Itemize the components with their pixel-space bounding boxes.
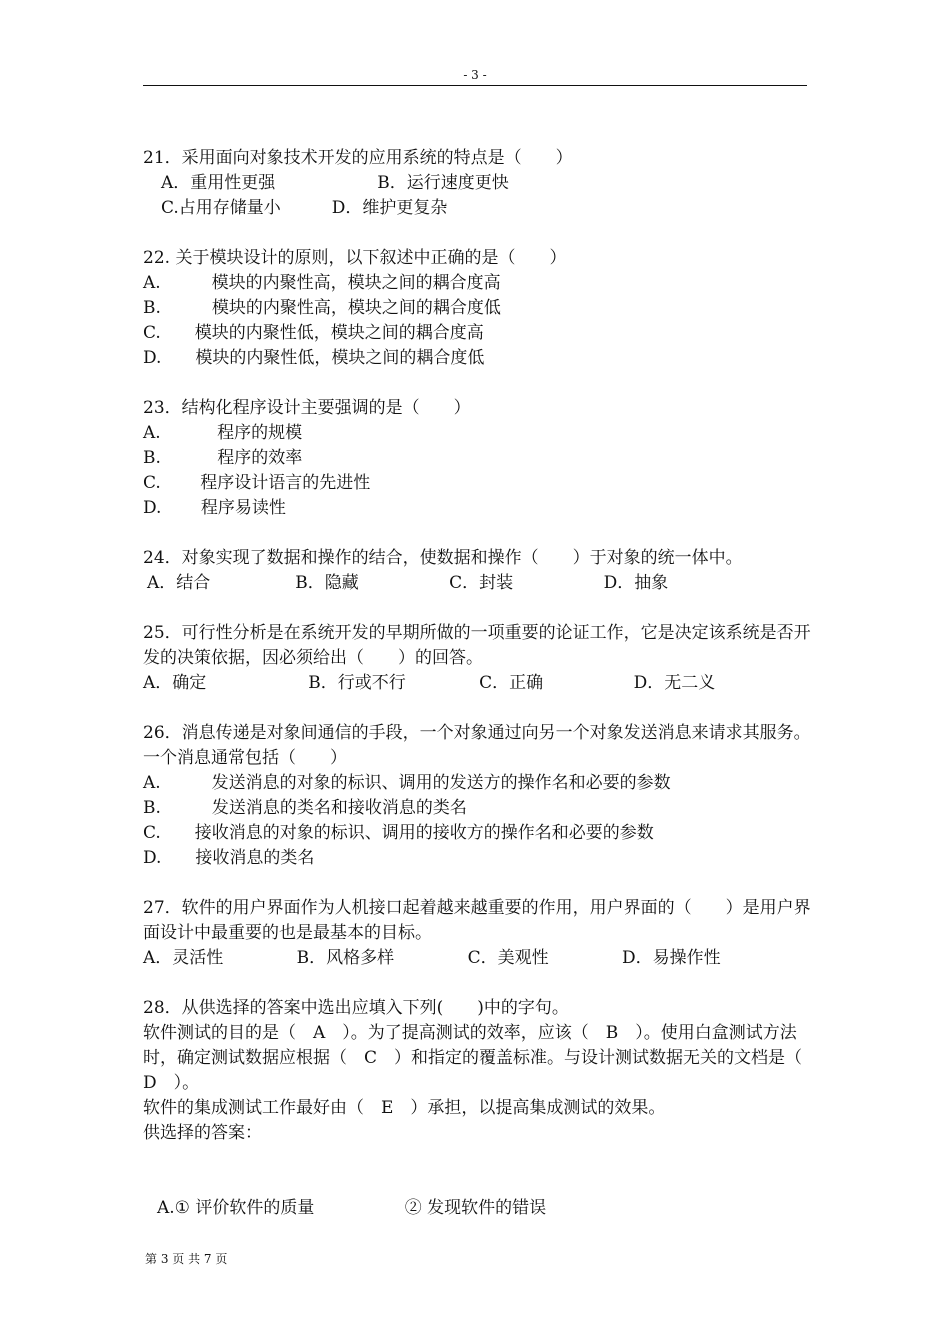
answer-heading: 供选择的答案： [143,1123,262,1143]
header-rule [143,85,807,86]
question-paragraph: 软件的集成测试工作最好由（ E ）承担，以提高集成测试的效果。 [143,1098,666,1118]
option-line: A．确定 B．行或不行 C．正确 D．无二义 [143,673,716,693]
question-23 [143,396,811,521]
option-d: D. 模块的内聚性低，模块之间的耦合度低 [143,348,485,368]
question-stem: 27．软件的用户界面作为人机接口起着越来越重要的作用，用户界面的（ ）是用户界面设计中最重要的也是最基本的目标。 [143,898,811,943]
option-line: A．重用性更强 B．运行速度更快 [161,173,509,193]
option-c: C. 程序设计语言的先进性 [143,473,371,493]
question-stem: 23．结构化程序设计主要强调的是（ ） [143,398,471,418]
question-paragraph: 软件测试的目的是（ A ）。为了提高测试的效率，应该（ B ）。使用白盒测试方法时，确定测试数据应根据（ C ）和指定的覆盖标准。与设计测试数据无关的文档是（ D ）。 [143,1023,820,1093]
question-stem: 21．采用面向对象技术开发的应用系统的特点是（ ） [143,148,573,168]
question-21 [143,146,811,221]
option-b: B. 程序的效率 [143,448,303,468]
option-b: B. 发送消息的类名和接收消息的类名 [143,798,467,818]
question-24 [143,546,811,596]
spacer [143,1146,811,1196]
question-26 [143,721,811,871]
question-list [143,146,845,1221]
question-22 [143,246,811,371]
option-a: A. 发送消息的对象的标识、调用的发送方的操作名和必要的参数 [143,773,671,793]
option-a: A. 模块的内聚性高，模块之间的耦合度高 [143,273,501,293]
question-28 [143,996,820,1221]
option-a: A. 程序的规模 [143,423,303,443]
question-25 [143,621,845,696]
question-stem: 24．对象实现了数据和操作的结合，使数据和操作（ ）于对象的统一体中。 [143,548,743,568]
page-footer: 第 3 页 共 7 页 [145,1252,228,1266]
option-b: B. 模块的内聚性高，模块之间的耦合度低 [143,298,501,318]
question-stem: 28．从供选择的答案中选出应填入下列( )中的字句。 [143,998,569,1018]
answer-option-a: A.① 评价软件的质量 ② 发现软件的错误 [157,1198,547,1218]
question-stem: 22. 关于模块设计的原则，以下叙述中正确的是（ ） [143,248,567,268]
option-line: C.占用存储量小 D．维护更复杂 [161,198,448,218]
question-stem: 25．可行性分析是在系统开发的早期所做的一项重要的论证工作，它是决定该系统是否开 发的决策依据，因必须给出（ ）的回答。 [143,623,845,668]
page-marker: - 3 - [463,68,487,82]
option-line: A．结合 B．隐藏 C．封装 D．抽象 [147,573,669,593]
option-d: D. 程序易读性 [143,498,286,518]
option-line: A．灵活性 B．风格多样 C．美观性 D．易操作性 [143,948,721,968]
question-27 [143,896,811,971]
question-stem: 26．消息传递是对象间通信的手段，一个对象通过向另一个对象发送消息来请求其服务。一个消息通常包括（ ） [143,723,811,768]
option-c: C. 模块的内聚性低，模块之间的耦合度高 [143,323,484,343]
option-d: D. 接收消息的类名 [143,848,315,868]
option-c: C. 接收消息的对象的标识、调用的接收方的操作名和必要的参数 [143,823,654,843]
